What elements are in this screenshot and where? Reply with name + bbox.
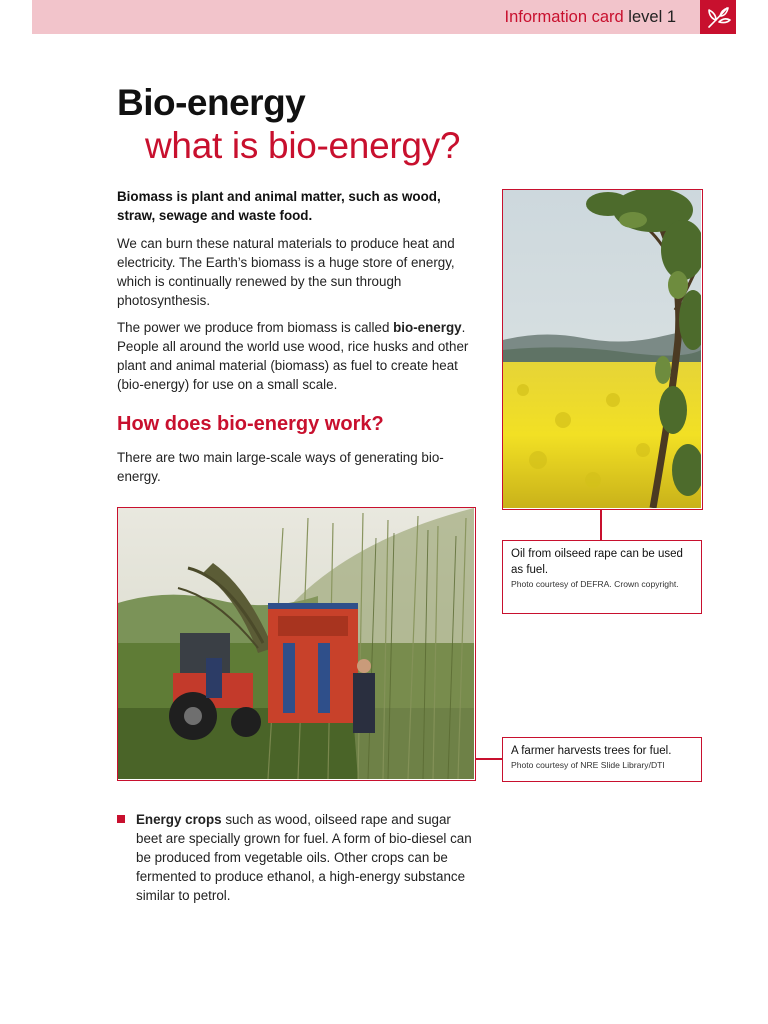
harvester-caption-connector xyxy=(476,758,502,760)
harvester-caption xyxy=(502,737,702,782)
intro-lead: Biomass is plant and animal matter, such as wood, straw, sewage and waste food. xyxy=(117,189,441,223)
page-title: Bio-energy xyxy=(117,82,306,123)
tree-harvester-photo xyxy=(117,507,476,781)
intro-paragraph-1: We can burn these natural materials to produce heat and electricity. The Earth’s biomass is a huge store of energy, which is continually renewed by the sun through photosynthesis. xyxy=(117,236,455,308)
leaf-sprig-icon xyxy=(700,0,736,34)
energy-crops-term: Energy crops xyxy=(136,812,222,827)
rapeseed-caption-text: Oil from oilseed rape can be used as fuel. xyxy=(511,548,683,576)
card-level-label xyxy=(504,6,676,28)
bullet-marker xyxy=(117,815,125,823)
intro-paragraph-2-end: . People all around the world use wood, rice husks and other plant and animal material (biomass) as fuel to create heat (bio-energy) for use on a small scale. xyxy=(117,320,469,392)
intro-paragraph-2 xyxy=(117,318,477,394)
section-body: There are two main large-scale ways of generating bio-energy. xyxy=(117,450,444,484)
rapeseed-photo-credit: Photo courtesy of DEFRA. Crown copyright. xyxy=(511,579,679,589)
energy-crops-text: such as wood, oilseed rape and sugar beet are specially grown for fuel. A form of bio-diesel can be produced from vegetable oils. Other crops can be fermented to produce ethanol, a high-energy substance similar to petrol. xyxy=(136,812,472,903)
card-level-text: level 1 xyxy=(628,8,676,26)
rapeseed-caption xyxy=(502,540,702,614)
page-subtitle: what is bio-energy? xyxy=(145,125,461,166)
energy-crops-bullet xyxy=(136,810,476,905)
harvester-photo-credit: Photo courtesy of NRE Slide Library/DTI xyxy=(511,760,665,770)
section-heading: How does bio-energy work? xyxy=(117,413,384,435)
harvester-caption-text: A farmer harvests trees for fuel. xyxy=(511,745,672,757)
intro-paragraph-2-start: The power we produce from biomass is called xyxy=(117,320,394,335)
bio-energy-term: bio-energy xyxy=(393,320,462,335)
card-type-text: Information card xyxy=(504,8,629,26)
rapeseed-caption-connector xyxy=(600,510,602,540)
oilseed-rape-photo xyxy=(502,189,703,510)
header-bar xyxy=(32,0,736,34)
